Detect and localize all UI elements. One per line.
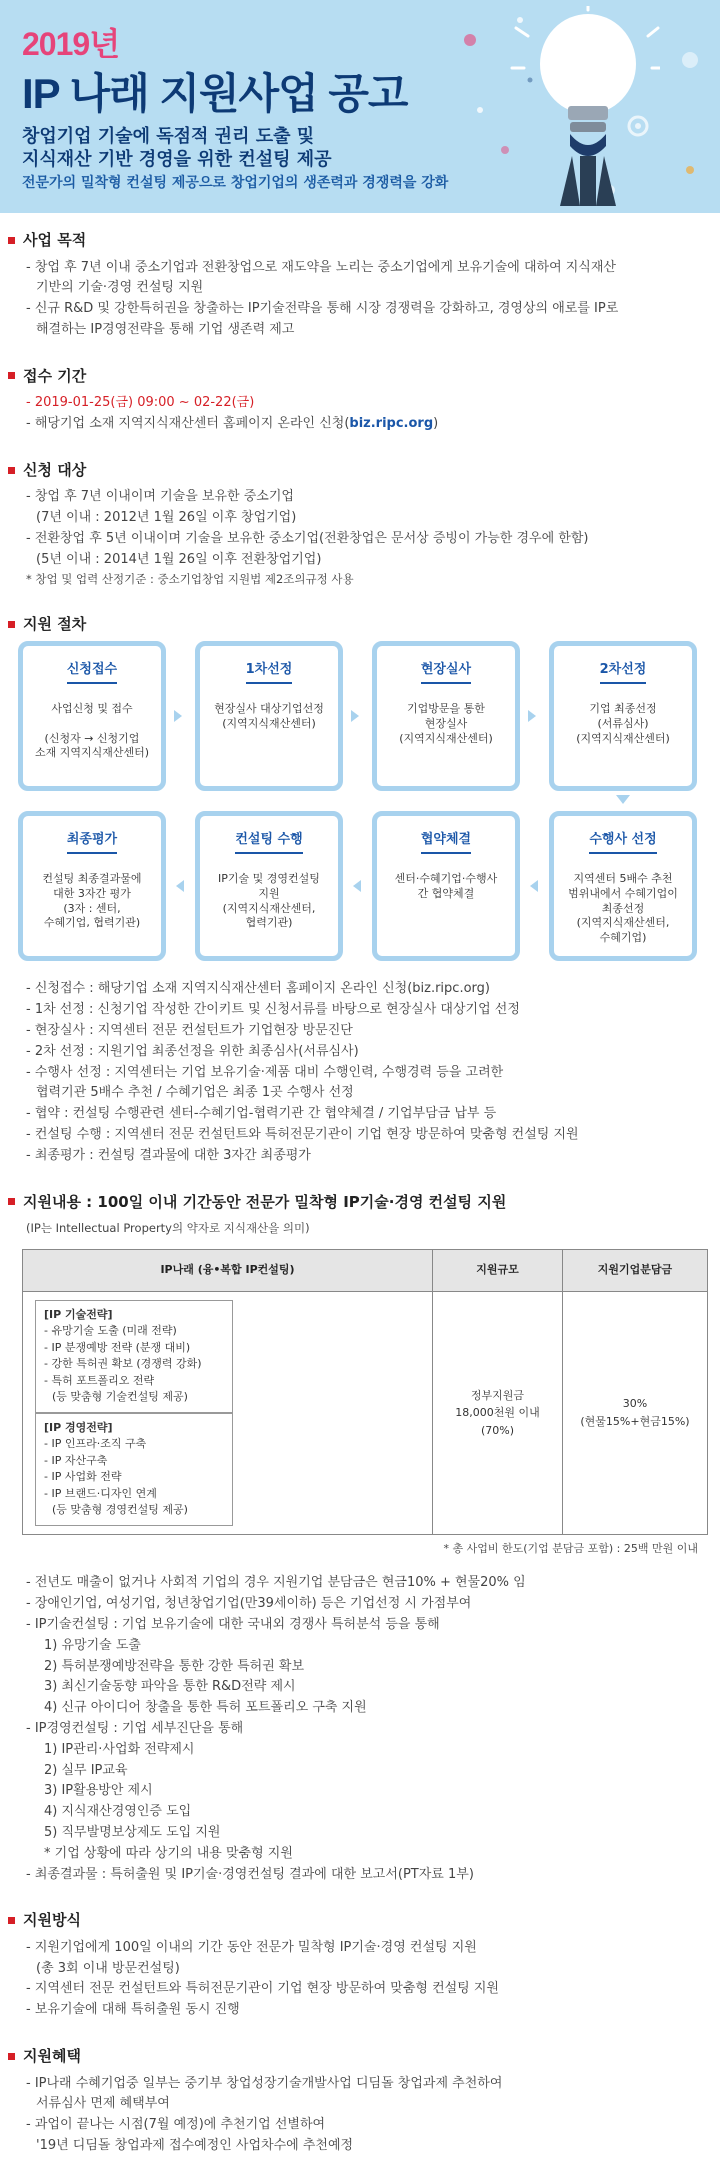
step-title: 최종평가 <box>67 830 117 854</box>
section-benefit <box>8 2045 702 2157</box>
section-title: 접수 기간 <box>8 365 702 388</box>
procedure-line: 협력기관 5배수 추천 / 수혜기업은 최종 1곳 수행사 선정 <box>36 1085 354 1101</box>
method-line: - 보유기술에 대해 특허출원 동시 진행 <box>26 2002 240 2018</box>
procedure-line: - 수행사 선정 : 지역센터는 기업 보유기술·제품 대비 수행인력, 수행경력 등을 고려한 <box>26 1064 504 1080</box>
arrow-left-icon <box>530 880 538 892</box>
support-line: - IP경영컨설팅 : 기업 세부진단을 통해 <box>26 1721 244 1736</box>
procedure-line: - 최종평가 : 컨설팅 결과물에 대한 3자간 최종평가 <box>26 1147 311 1163</box>
step-desc: 기업 최종선정 (서류심사) (지역지식재산센터) <box>576 701 670 745</box>
lightbulb-icon <box>510 6 660 206</box>
section-title: 사업 목적 <box>8 229 702 252</box>
eligibility-line: (5년 이내 : 2014년 1월 26일 이후 전환창업기업) <box>36 551 322 567</box>
mgmt-strategy-title: [IP 경영전략] <box>44 1420 113 1434</box>
bullet-square-icon <box>8 467 15 474</box>
arrow-right-icon <box>174 710 182 722</box>
tech-strategy-title: [IP 기술전략] <box>44 1307 113 1321</box>
procedure-line: - 현장실사 : 지역센터 전문 컨설턴트가 기업현장 방문진단 <box>26 1022 353 1038</box>
support-line: 3) 최신기술동향 파악을 통한 R&D전략 제시 <box>44 1679 296 1695</box>
section-eligibility <box>8 459 702 589</box>
step-desc: 센터·수혜기업·수행사 간 협약체결 <box>394 871 498 900</box>
step-title: 컨설팅 수행 <box>235 830 302 854</box>
list-item: - 유망기술 도출 (미래 전략) <box>44 1324 177 1338</box>
benefit-line: - 과업이 끝나는 시점(7월 예정)에 추천기업 선별하여 <box>26 2117 326 2133</box>
support-line: 1) 유망기술 도출 <box>44 1637 141 1653</box>
procedure-line: - 컨설팅 수행 : 지역센터 전문 컨설턴트와 특허전문기관이 기업 현장 방문하여 맞춤형 컨설팅 지원 <box>26 1126 579 1142</box>
support-line: - 최종결과물 : 특허출원 및 IP기술·경영컨설팅 결과에 대한 보고서(PT자료 1부) <box>26 1866 474 1882</box>
banner-subtitle-line-1: 창업기업 기술에 독점적 권리 도출 및 <box>22 126 315 147</box>
table-cell-programs <box>23 1291 433 1534</box>
section-title: 지원 절차 <box>8 613 702 636</box>
bullet-square-icon <box>8 1917 15 1924</box>
list-item: - IP 브랜드·디자인 연계 <box>44 1486 157 1500</box>
list-item: (등 맞춤형 경영컨설팅 제공) <box>52 1503 188 1517</box>
step-title: 현장실사 <box>421 660 471 684</box>
purpose-line: 해결하는 IP경영전략을 통해 기업 생존력 제고 <box>36 321 295 337</box>
step-box-vendor-selection <box>549 811 697 961</box>
step-desc: 컨설팅 최종결과물에 대한 3자간 평가 (3자 : 센터, 수혜기업, 협력기관) <box>42 871 142 930</box>
support-line: 4) 지식재산경영인증 도입 <box>44 1804 192 1820</box>
tech-strategy-box <box>35 1300 233 1413</box>
process-flow <box>18 641 702 971</box>
bullet-square-icon <box>8 1198 15 1205</box>
support-line: - IP기술컨설팅 : 기업 보유기술에 대한 국내외 경쟁사 특허분석 등을 통해 <box>26 1617 440 1633</box>
step-box-second-selection <box>549 641 697 791</box>
procedure-line: - 2차 선정 : 지원기업 최종선정을 위한 최종심사(서류심사) <box>26 1043 359 1059</box>
purpose-line: - 창업 후 7년 이내 중소기업과 전환창업으로 재도약을 노리는 중소기업에게 보유기술에 대하여 지식재산 <box>26 259 616 275</box>
benefit-line: '19년 디딤돌 창업과제 접수예정인 사업차수에 추천예정 <box>36 2137 354 2153</box>
step-title: 협약체결 <box>421 830 471 854</box>
step-box-apply <box>18 641 166 791</box>
benefit-line: 서류심사 면제 혜택부여 <box>36 2096 170 2112</box>
step-title: 1차선정 <box>246 660 293 684</box>
support-line: 2) 특허분쟁예방전략을 통한 강한 특허권 확보 <box>44 1658 305 1674</box>
method-line: - 지역센터 전문 컨설턴트와 특허전문기관이 기업 현장 방문하여 맞춤형 컨설팅 지원 <box>26 1981 499 1997</box>
mgmt-strategy-box <box>35 1413 233 1526</box>
list-item: - IP 사업화 전략 <box>44 1470 122 1484</box>
step-box-site-visit <box>372 641 520 791</box>
period-date: - 2019-01-25(금) 09:00 ~ 02-22(금) <box>26 395 255 411</box>
banner-year: 2019년 <box>22 26 120 62</box>
arrow-right-icon <box>528 710 536 722</box>
list-item: - IP 인프라·조직 구축 <box>44 1437 147 1451</box>
section-purpose <box>8 229 702 341</box>
arrow-left-icon <box>353 880 361 892</box>
table-header: 지원기업분담금 <box>563 1250 708 1292</box>
bullet-square-icon <box>8 372 15 379</box>
purpose-line: 기반의 기술·경영 컨설팅 지원 <box>36 280 204 296</box>
section-title: 지원혜택 <box>8 2045 702 2068</box>
step-desc: 사업신청 및 접수 (신청자 → 신청기업 소재 지역지식재산센터) <box>34 701 150 760</box>
step-desc: IP기술 및 경영컨설팅 지원 (지역지식재산센터, 협력기관) <box>218 871 320 930</box>
eligibility-line: - 창업 후 7년 이내이며 기술을 보유한 중소기업 <box>26 489 294 505</box>
banner-subtitle <box>22 125 332 172</box>
bullet-square-icon <box>8 621 15 628</box>
list-item: - IP 분쟁예방 전략 (분쟁 대비) <box>44 1340 191 1354</box>
method-line: (총 3회 이내 방문컨설팅) <box>36 1960 180 1976</box>
support-line: 2) 실무 IP교육 <box>44 1762 128 1778</box>
method-line: - 지원기업에게 100일 이내의 기간 동안 전문가 밀착형 IP기술·경영 컨설팅 지원 <box>26 1939 477 1955</box>
support-line: 5) 직무발명보상제도 도입 지원 <box>44 1824 221 1840</box>
eligibility-line: - 전환창업 후 5년 이내이며 기술을 보유한 중소기업(전환창업은 문서상 증빙이 가능한 경우에 한함) <box>26 530 589 546</box>
support-line: 4) 신규 아이디어 창출을 통한 특허 포트폴리오 구축 지원 <box>44 1700 367 1716</box>
list-item: - 강한 특허권 확보 (경쟁력 강화) <box>44 1357 202 1371</box>
section-title: 지원내용 : 100일 이내 기간동안 전문가 밀착형 IP기술·경영 컨설팅 지원 <box>8 1191 702 1214</box>
section-title: 지원방식 <box>8 1909 702 1932</box>
support-line: - 전년도 매출이 없거나 사회적 기업의 경우 지원기업 분담금은 현금10% + 현물20% 임 <box>26 1575 526 1591</box>
step-box-consulting <box>195 811 343 961</box>
list-item: - 특허 포트폴리오 전략 <box>44 1373 155 1387</box>
section-procedure <box>8 613 702 1167</box>
period-apply: - 해당기업 소재 지역지식재산센터 홈페이지 온라인 신청(biz.ripc.org) <box>26 415 439 431</box>
header-banner <box>0 0 720 213</box>
arrow-left-icon <box>176 880 184 892</box>
support-line: 1) IP관리·사업화 전략제시 <box>44 1741 195 1757</box>
section-method <box>8 1909 702 2021</box>
table-header: 지원규모 <box>433 1250 563 1292</box>
support-line: * 기업 상황에 따라 상기의 내용 맞춤형 지원 <box>44 1845 293 1861</box>
step-desc: 현장실사 대상기업선정 (지역지식재산센터) <box>214 701 324 730</box>
section-period <box>8 365 702 435</box>
section-title: 신청 대상 <box>8 459 702 482</box>
step-box-agreement <box>372 811 520 961</box>
banner-tagline: 전문가의 밀착형 컨설팅 제공으로 창업기업의 생존력과 경쟁력을 강화 <box>22 175 449 191</box>
step-title: 2차선정 <box>600 660 647 684</box>
step-box-final-evaluation <box>18 811 166 961</box>
list-item: (등 맞춤형 기술컨설팅 제공) <box>52 1390 188 1404</box>
procedure-line: - 신청접수 : 해당기업 소재 지역지식재산센터 홈페이지 온라인 신청(biz.ripc.org) <box>26 981 490 997</box>
banner-subtitle-line-2: 지식재산 기반 경영을 위한 컨설팅 제공 <box>22 149 332 171</box>
arrow-down-icon <box>616 795 630 804</box>
step-title: 신청접수 <box>67 660 117 684</box>
support-line: - 장애인기업, 여성기업, 청년창업기업(만39세이하) 등은 기업선정 시 가점부여 <box>26 1596 472 1612</box>
support-table <box>22 1249 708 1535</box>
procedure-line: - 협약 : 컨설팅 수행관련 센터-수혜기업-협력기관 간 협약체결 / 기업부담금 납부 등 <box>26 1106 497 1122</box>
procedure-line: - 1차 선정 : 신청기업 작성한 간이키트 및 신청서류를 바탕으로 현장실사 대상기업 선정 <box>26 1002 520 1018</box>
list-item: - IP 자산구축 <box>44 1453 108 1467</box>
table-cell-scale: 정부지원금 18,000천원 이내 (70%) <box>433 1291 563 1534</box>
step-title: 수행사 선정 <box>589 830 656 854</box>
arrow-right-icon <box>351 710 359 722</box>
table-cell-share: 30% (현물15%+현금15%) <box>563 1291 708 1534</box>
eligibility-line: (7년 이내 : 2012년 1월 26일 이후 창업기업) <box>36 510 297 526</box>
bullet-square-icon <box>8 2053 15 2060</box>
step-box-first-selection <box>195 641 343 791</box>
step-desc: 기업방문을 통한 현장실사 (지역지식재산센터) <box>399 701 493 745</box>
table-header: IP나래 (융•복합 IP컨설팅) <box>23 1250 433 1292</box>
purpose-line: - 신규 R&D 및 강한특허권을 창출하는 IP기술전략을 통해 시장 경쟁력을 강화하고, 경영상의 애로를 IP로 <box>26 301 619 317</box>
support-note: (IP는 Intellectual Property의 약자로 지식재산을 의미) <box>26 1221 310 1236</box>
eligibility-note: * 창업 및 업력 산정기준 : 중소기업창업 지원법 제2조의규정 사용 <box>26 572 354 587</box>
bullet-square-icon <box>8 237 15 244</box>
section-support <box>8 1191 702 1886</box>
page-title: IP 나래 지원사업 공고 <box>22 70 408 117</box>
table-note: * 총 사업비 한도(기업 분담금 포함) : 25백 만원 이내 <box>443 1541 698 1555</box>
support-line: 3) IP활용방안 제시 <box>44 1783 153 1799</box>
benefit-line: - IP나래 수혜기업중 일부는 중기부 창업성장기술개발사업 디딤돌 창업과제 추천하여 <box>26 2075 503 2091</box>
step-desc: 지역센터 5배수 추천 범위내에서 수혜기업이 최종선정 (지역지식재산센터, 수혜기업) <box>568 871 678 945</box>
apply-link[interactable]: biz.ripc.org <box>349 415 434 431</box>
